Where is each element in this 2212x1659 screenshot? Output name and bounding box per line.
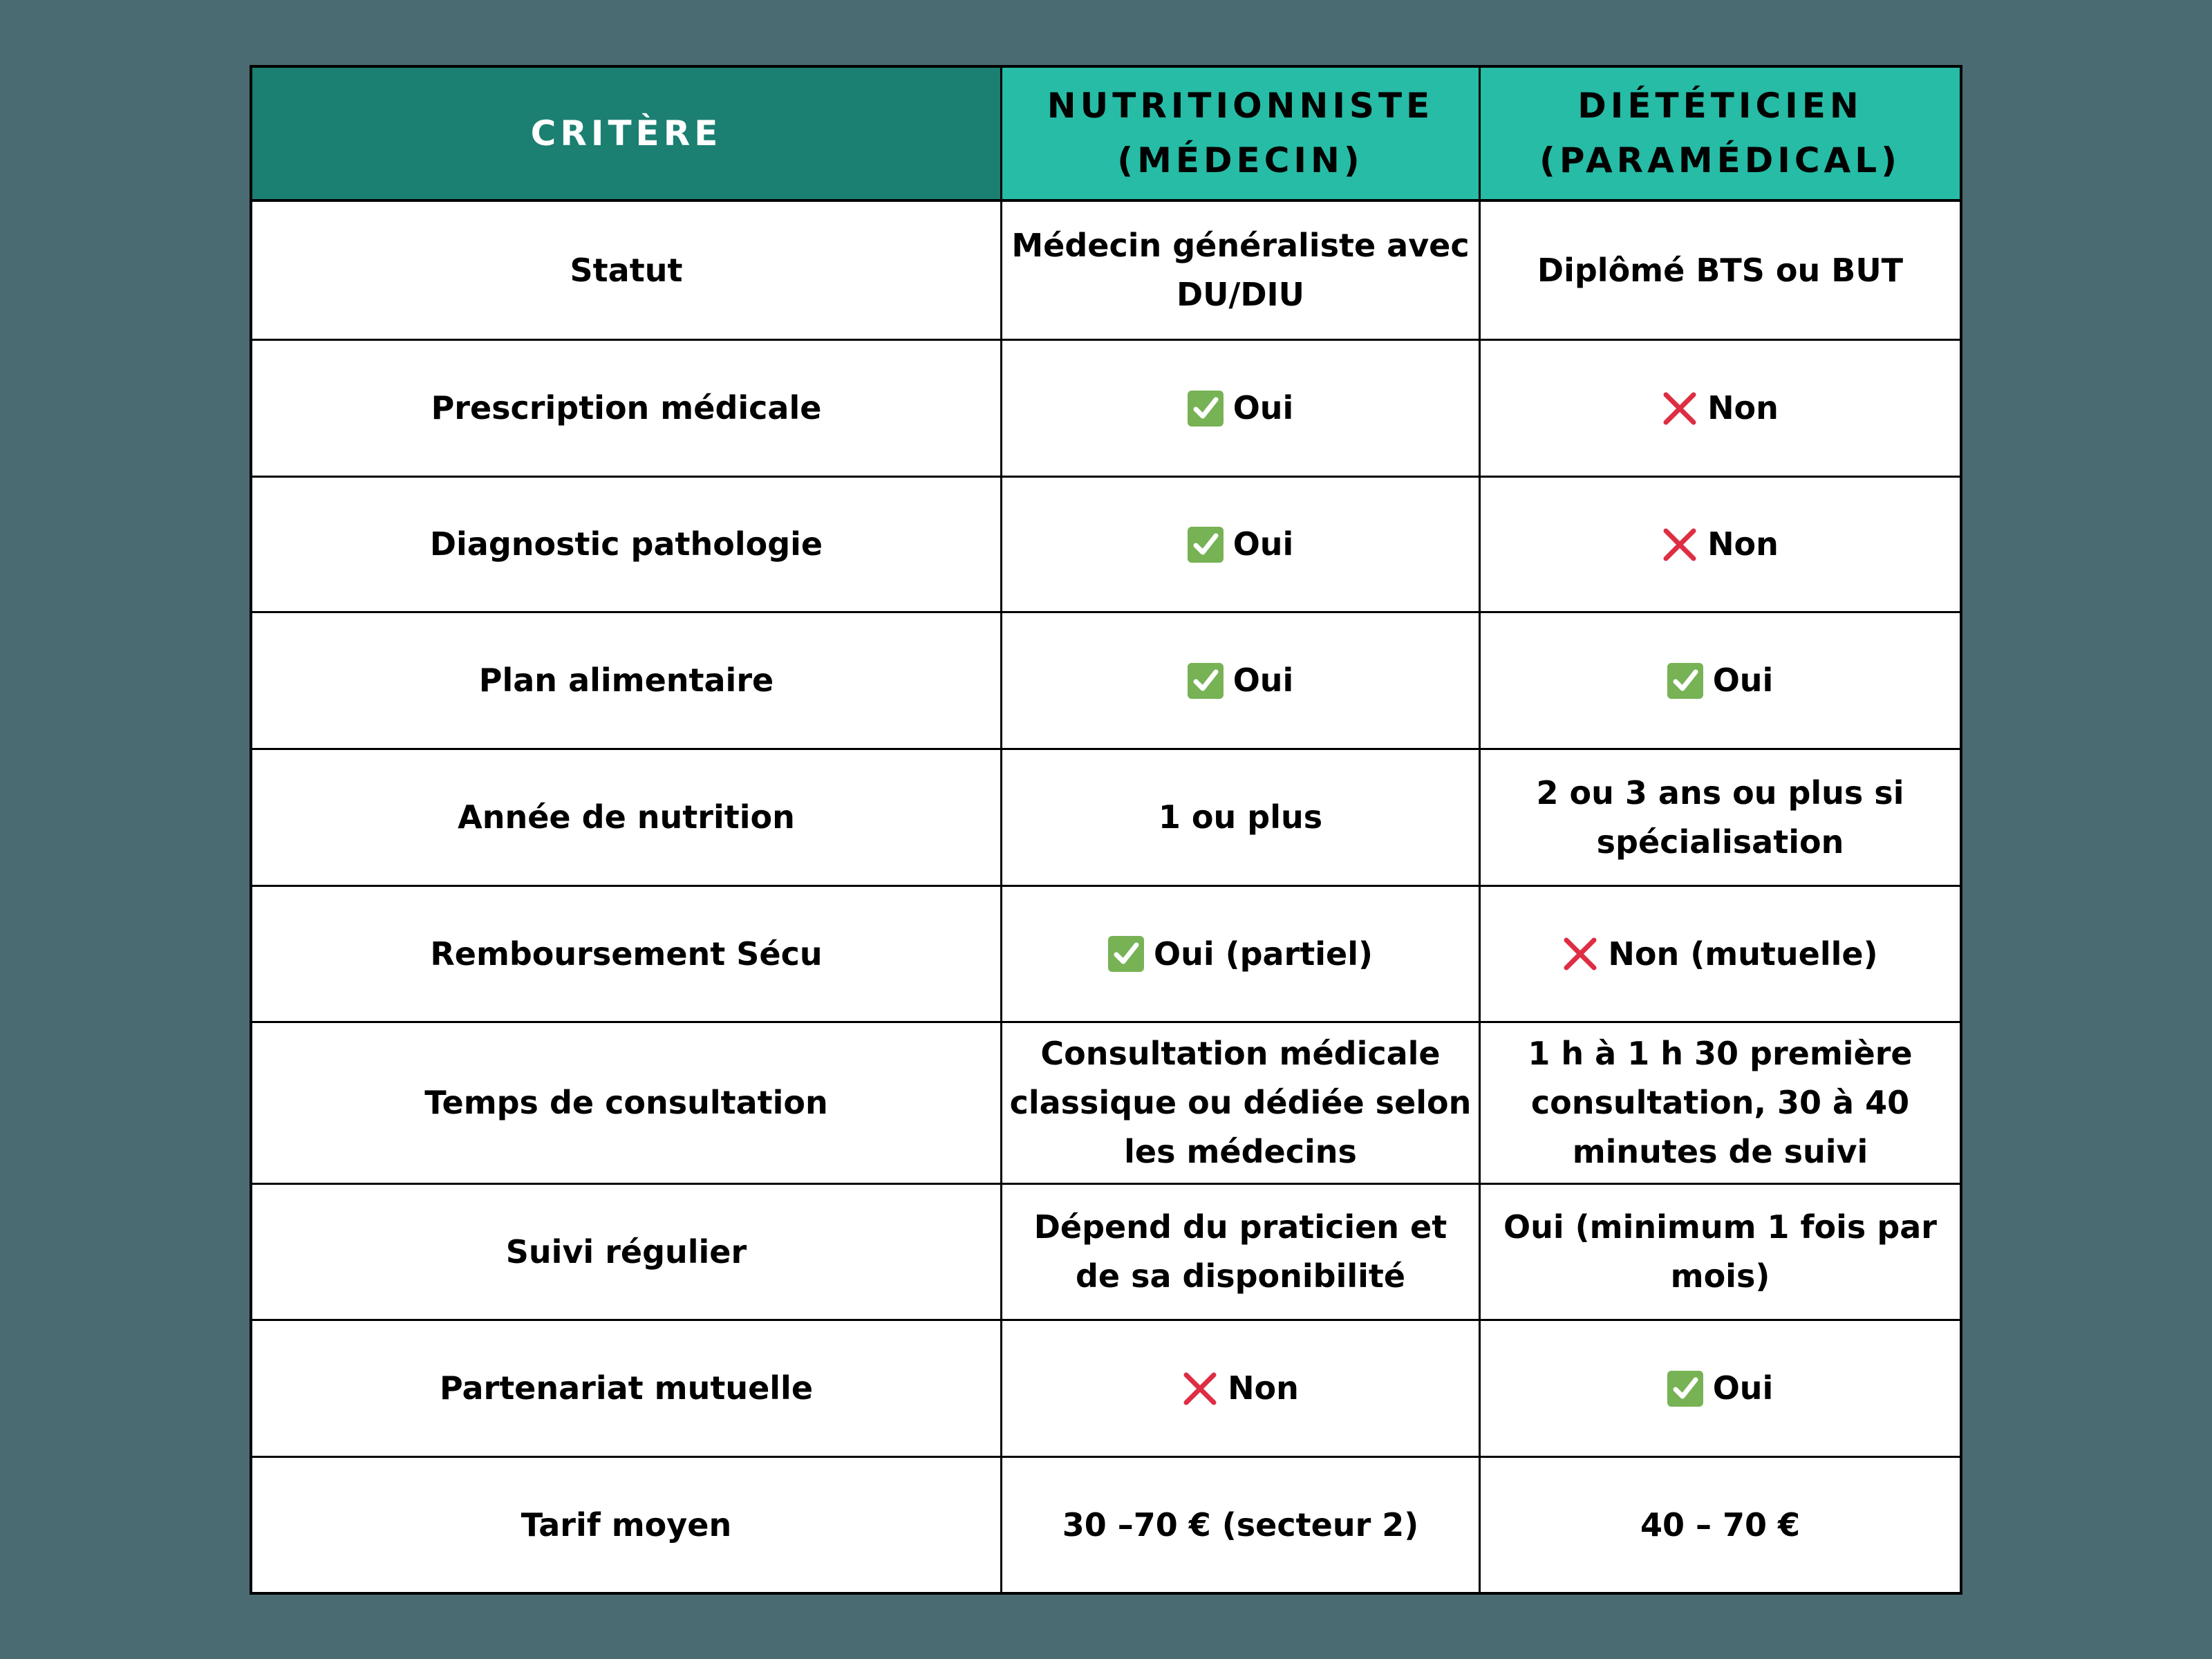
header-criteria-label: CRITÈRE bbox=[530, 113, 722, 153]
criteria-label: Diagnostic pathologie bbox=[429, 525, 823, 563]
dieteticien-cell bbox=[1479, 478, 1960, 611]
criteria-label: Année de nutrition bbox=[458, 798, 795, 836]
table-row bbox=[252, 1456, 1960, 1592]
check-icon bbox=[1188, 391, 1224, 427]
table-row bbox=[252, 1183, 1960, 1319]
dieteticien-cell bbox=[1479, 1321, 1960, 1456]
dieteticien-text: 1 h à 1 h 30 première consultation, 30 à 40 minutes de suivi bbox=[1528, 1035, 1913, 1170]
dieteticien-cell bbox=[1479, 202, 1960, 339]
criteria-label: Statut bbox=[570, 251, 683, 289]
dieteticien-value bbox=[1485, 1029, 1956, 1177]
nutritionniste-cell bbox=[1000, 1185, 1479, 1319]
dieteticien-cell bbox=[1479, 887, 1960, 1021]
nutritionniste-cell bbox=[1000, 887, 1479, 1021]
nutritionniste-value bbox=[1006, 221, 1474, 319]
dieteticien-value bbox=[1662, 520, 1779, 569]
criteria-label: Temps de consultation bbox=[424, 1084, 828, 1121]
dieteticien-text: Oui (minimum 1 fois par mois) bbox=[1503, 1208, 1937, 1295]
check-icon bbox=[1188, 527, 1224, 563]
dieteticien-text: Oui bbox=[1712, 662, 1774, 699]
nutritionniste-cell bbox=[1000, 1023, 1479, 1183]
criteria-cell bbox=[252, 1321, 1000, 1456]
dieteticien-text: Non bbox=[1707, 525, 1779, 563]
criteria-cell bbox=[252, 1458, 1000, 1592]
nutritionniste-text: Oui bbox=[1232, 662, 1294, 699]
dieteticien-value bbox=[1667, 656, 1774, 705]
criteria-label: Remboursement Sécu bbox=[430, 935, 823, 973]
nutritionniste-value bbox=[1188, 384, 1294, 433]
criteria-cell bbox=[252, 478, 1000, 611]
header-dieteticien bbox=[1479, 68, 1960, 199]
nutritionniste-text: 1 ou plus bbox=[1158, 798, 1323, 836]
criteria-cell bbox=[252, 613, 1000, 748]
dieteticien-text: 40 – 70 € bbox=[1640, 1506, 1801, 1544]
criteria-label: Partenariat mutuelle bbox=[439, 1369, 814, 1407]
criteria-label: Tarif moyen bbox=[521, 1506, 732, 1544]
nutritionniste-text: Consultation médicale classique ou dédiée selon les médecins bbox=[1009, 1035, 1472, 1170]
nutritionniste-value bbox=[1006, 1029, 1474, 1177]
nutritionniste-value bbox=[1159, 793, 1322, 842]
dieteticien-cell bbox=[1479, 1023, 1960, 1183]
check-icon bbox=[1667, 663, 1703, 699]
table-body bbox=[252, 202, 1960, 1592]
nutritionniste-value bbox=[1108, 930, 1373, 979]
dieteticien-cell bbox=[1479, 613, 1960, 748]
header-nutritionniste-line1: NUTRITIONNISTE bbox=[1047, 86, 1434, 126]
criteria-cell bbox=[252, 887, 1000, 1021]
dieteticien-value bbox=[1562, 930, 1877, 979]
nutritionniste-cell bbox=[1000, 202, 1479, 339]
dieteticien-text: Oui bbox=[1712, 1369, 1774, 1407]
dieteticien-value bbox=[1485, 1203, 1956, 1301]
dieteticien-value bbox=[1662, 384, 1779, 433]
nutritionniste-cell bbox=[1000, 750, 1479, 885]
header-dieteticien-label bbox=[1539, 79, 1901, 188]
table-row bbox=[252, 611, 1960, 748]
table-row bbox=[252, 1319, 1960, 1456]
comparison-table bbox=[250, 65, 1962, 1595]
nutritionniste-value bbox=[1188, 656, 1294, 705]
dieteticien-text: Diplômé BTS ou BUT bbox=[1537, 251, 1904, 289]
check-icon bbox=[1188, 663, 1224, 699]
header-nutritionniste bbox=[1000, 68, 1479, 199]
criteria-cell bbox=[252, 750, 1000, 885]
criteria-cell bbox=[252, 341, 1000, 476]
cross-icon bbox=[1662, 527, 1698, 563]
header-nutritionniste-label bbox=[1047, 79, 1434, 188]
nutritionniste-value bbox=[1062, 1501, 1419, 1550]
table-row bbox=[252, 202, 1960, 339]
nutritionniste-cell bbox=[1000, 613, 1479, 748]
nutritionniste-text: Oui bbox=[1232, 389, 1294, 427]
dieteticien-cell bbox=[1479, 750, 1960, 885]
nutritionniste-text: Médecin généraliste avec DU/DIU bbox=[1011, 227, 1470, 313]
criteria-cell bbox=[252, 202, 1000, 339]
nutritionniste-text: 30 –70 € (secteur 2) bbox=[1062, 1506, 1419, 1544]
dieteticien-cell bbox=[1479, 1185, 1960, 1319]
nutritionniste-value bbox=[1006, 1203, 1474, 1301]
nutritionniste-cell bbox=[1000, 1321, 1479, 1456]
nutritionniste-cell bbox=[1000, 341, 1479, 476]
criteria-label: Plan alimentaire bbox=[478, 662, 774, 699]
nutritionniste-cell bbox=[1000, 478, 1479, 611]
dieteticien-value bbox=[1537, 246, 1903, 295]
dieteticien-value bbox=[1667, 1364, 1774, 1413]
nutritionniste-cell bbox=[1000, 1458, 1479, 1592]
check-icon bbox=[1667, 1371, 1703, 1407]
criteria-cell bbox=[252, 1023, 1000, 1183]
cross-icon bbox=[1662, 391, 1698, 427]
header-criteria bbox=[252, 68, 1000, 199]
table-row bbox=[252, 1021, 1960, 1183]
nutritionniste-text: Oui (partiel) bbox=[1153, 935, 1374, 973]
table-row bbox=[252, 885, 1960, 1021]
criteria-cell bbox=[252, 1185, 1000, 1319]
nutritionniste-text: Dépend du praticien et de sa disponibilité bbox=[1033, 1208, 1447, 1295]
dieteticien-value bbox=[1485, 769, 1956, 867]
cross-icon bbox=[1562, 936, 1598, 972]
criteria-label: Suivi régulier bbox=[505, 1232, 747, 1271]
nutritionniste-value bbox=[1188, 520, 1294, 569]
nutritionniste-text: Non bbox=[1228, 1369, 1299, 1407]
header-dieteticien-line2: (PARAMÉDICAL) bbox=[1539, 140, 1901, 180]
criteria-label: Prescription médicale bbox=[431, 389, 822, 427]
header-dieteticien-line1: DIÉTÉTICIEN bbox=[1577, 86, 1863, 126]
check-icon bbox=[1108, 936, 1144, 972]
table-header-row bbox=[252, 68, 1960, 202]
nutritionniste-text: Oui bbox=[1232, 525, 1294, 563]
dieteticien-value bbox=[1640, 1501, 1800, 1550]
cross-icon bbox=[1182, 1371, 1218, 1407]
dieteticien-cell bbox=[1479, 341, 1960, 476]
dieteticien-cell bbox=[1479, 1458, 1960, 1592]
dieteticien-text: 2 ou 3 ans ou plus si spécialisation bbox=[1536, 774, 1904, 861]
table-row bbox=[252, 339, 1960, 476]
dieteticien-text: Non (mutuelle) bbox=[1608, 935, 1878, 973]
dieteticien-text: Non bbox=[1707, 389, 1779, 427]
header-nutritionniste-line2: (MÉDECIN) bbox=[1117, 140, 1364, 180]
table-row bbox=[252, 476, 1960, 611]
nutritionniste-value bbox=[1182, 1364, 1299, 1413]
table-row bbox=[252, 748, 1960, 885]
